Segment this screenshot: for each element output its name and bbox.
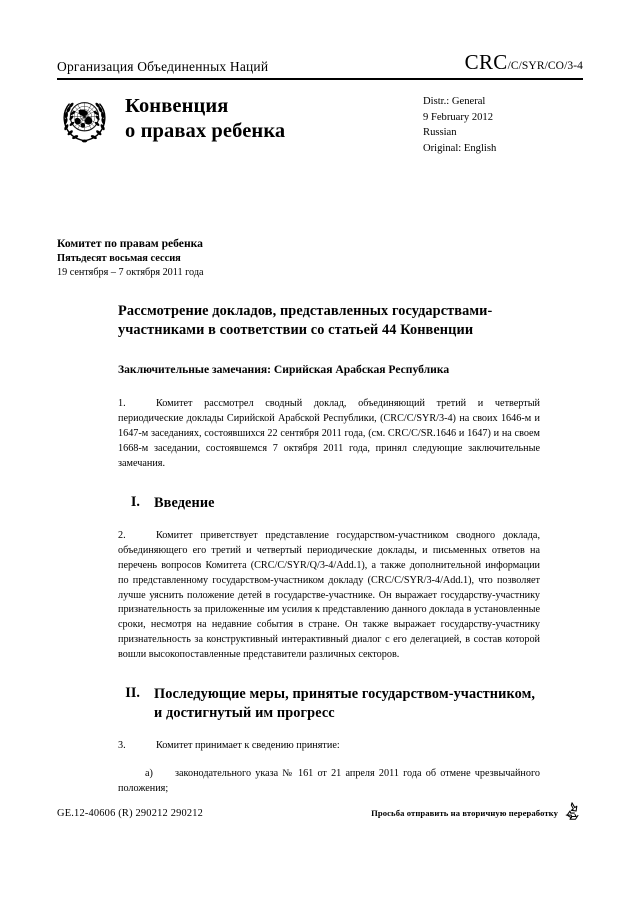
paragraph-1 [118,397,540,472]
committee-name: Комитет по правам ребенка [57,237,203,250]
section-1-title: Введение [154,494,215,511]
convention-title [125,91,285,144]
section-1-number: I. [130,493,140,510]
document-symbol [465,50,583,75]
convention-title-line1: Конвенция [125,95,229,117]
paragraph-2-number: 2. [118,529,126,541]
paragraph-2 [118,529,540,664]
committee-block [57,236,583,281]
paragraph-1-number: 1. [118,397,126,409]
recycle-icon [561,800,583,822]
masthead [57,50,583,156]
paragraph-3-number: 3. [118,740,126,752]
page-title: Рассмотрение докладов, представленных государствами-участниками в соответствии со статьей 44 Конвенции [118,303,493,338]
paragraph-2-text: Комитет приветствует представление государством-участником сводного доклада, объединяющего его третий и четвертый периодические доклады, и письменных ответов на перечень вопросов Комитета (CRC/C/SYR/Q/3-4/Add.1), а также дополнительной информации по представленному государством-участником докладу (CRC/C/SYR/3-4/Add.1), что позволяет лучше уяснить положение детей в государстве-участнике. Он выражает государству-участнику признательность за приложенные им усилия к представлению данного доклада в установленные сроки, несмотря на недавние события в стране. Он также выражает государству-участнику признательность за конструктивный интерактивный диалог с его делегацией, в состав которой вошли высокопоставленные представители различных секторов. [118,529,540,661]
distribution-language: Russian [423,127,457,139]
distribution-original: Original: English [423,142,497,154]
document-symbol-suffix: /C/SYR/CO/3-4 [507,60,583,72]
un-emblem-icon [57,92,112,147]
section-2-number: II. [125,685,140,702]
page-footer [57,800,583,826]
section-heading-followup-measures [118,685,540,723]
committee-session: Пятьдесят восьмая сессия [57,252,181,264]
paragraph-3-item-a [118,767,540,797]
section-heading-introduction [118,494,540,513]
masthead-left [57,91,285,147]
distribution-type: Distr.: General [423,96,486,107]
convention-title-line2: о правах ребенка [125,120,286,142]
paragraph-1-text: Комитет рассмотрел сводный доклад, объединяющий третий и четвертый периодические доклады Сирийской Арабской Республики, (CRC/C/SYR/3-4) на своих 1646-м и 1647-м заседаниях, состоявшихся 22 сентября 2011 года, (см. CRC/C/SR.1646 и 1647) и на своем 1668-м заседании, состоявшемся 7 октября 2011 года, принял следующие заключительные замечания. [118,397,540,469]
organization-name: Организация Объединенных Наций [57,59,269,74]
masthead-body [57,91,583,156]
distribution-block [423,91,583,156]
item-a-label: a) [145,768,153,780]
document-symbol-main: CRC [464,50,508,74]
masthead-divider [57,78,583,80]
footer-recycle-text: Просьба отправить на вторичную переработку [371,808,558,818]
paragraph-3-text: Комитет принимает к сведению принятие: [156,740,340,752]
distribution-date: 9 February 2012 [423,111,494,123]
footer-job-code: GE.12-40606 (R) 290212 290212 [57,807,204,819]
section-2-title: Последующие меры, принятые государством-участником, и достигнутый им прогресс [154,686,536,722]
page-subtitle: Заключительные замечания: Сирийская Арабская Республика [118,363,450,376]
paragraph-3 [118,739,540,754]
main-content [118,302,540,810]
footer-recycle-notice [371,800,583,826]
masthead-top-row [57,50,583,78]
item-a-text: законодательного указа № 161 от 21 апреля 2011 года об отмене чрезвычайного положения; [118,768,540,795]
committee-dates: 19 сентября – 7 октября 2011 года [57,267,204,279]
